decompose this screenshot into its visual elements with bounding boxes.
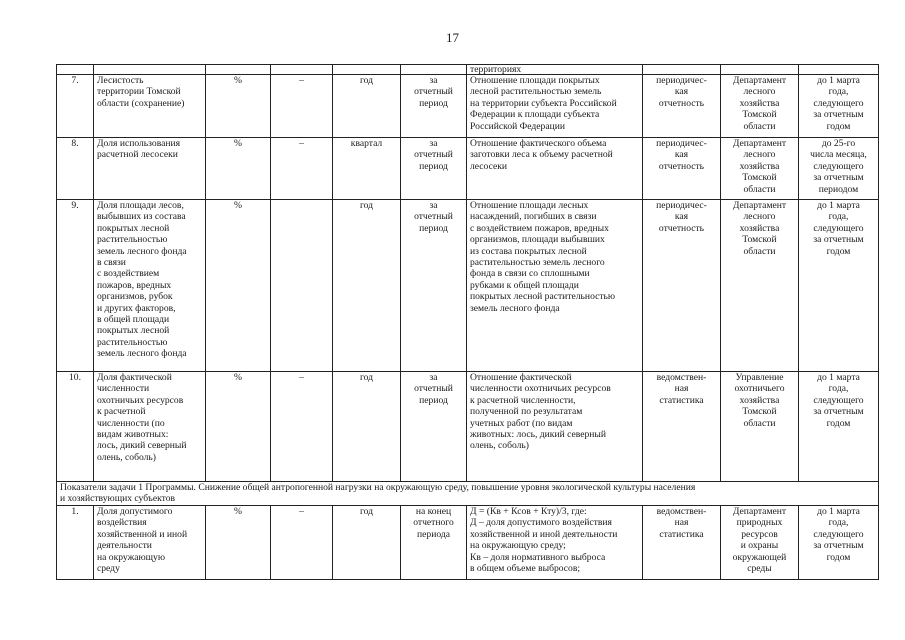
cell-responsible (721, 65, 799, 75)
cell-timing: за отчетный период (401, 138, 467, 200)
cell-deadline: до 1 марта года, следующего за отчетным годом (799, 75, 879, 138)
cell-unit: % (206, 75, 271, 138)
cell-dash (271, 200, 333, 372)
cell-deadline: до 1 марта года, следующего за отчетным годом (799, 200, 879, 372)
cell-source: периодичес- кая отчетность (643, 75, 721, 138)
cell-source: периодичес- кая отчетность (643, 138, 721, 200)
cell-unit (206, 65, 271, 75)
cell-name: Доля использования расчетной лесосеки (94, 138, 206, 200)
cell-period: год (333, 75, 401, 138)
cell-method: территориях (467, 65, 643, 75)
cell-num: 8. (57, 138, 94, 200)
cell-num (57, 65, 94, 75)
cell-source: ведомствен- ная статистика (643, 372, 721, 482)
cell-deadline: до 1 марта года, следующего за отчетным годом (799, 506, 879, 580)
cell-method: Отношение фактической численности охотничьих ресурсов к расчетной численности, полученной по результатам учетных работ (по видам животных: лось, дикий северный олень, соболь) (467, 372, 643, 482)
cell-deadline: до 25-го числа месяца, следующего за отчетным периодом (799, 138, 879, 200)
cell-name (94, 65, 206, 75)
page-number: 17 (446, 30, 459, 45)
cell-method: Отношение площади лесных насаждений, погибших в связи с воздействием пожаров, вредных организмов, площади выбывших из состава покрытых лесной растительностью земель лесного фонда в связи со сплошными рубками к общей площади покрытых лесной растительностью земель лесного фонда (467, 200, 643, 372)
cell-dash (271, 65, 333, 75)
cell-source: ведомствен- ная статистика (643, 506, 721, 580)
cell-unit: % (206, 200, 271, 372)
cell-timing: за отчетный период (401, 75, 467, 138)
cell-responsible: Департамент лесного хозяйства Томской области (721, 200, 799, 372)
cell-method: Отношение фактического объема заготовки леса к объему расчетной лесосеки (467, 138, 643, 200)
cell-period (333, 65, 401, 75)
cell-responsible: Департамент лесного хозяйства Томской области (721, 138, 799, 200)
cell-source (643, 65, 721, 75)
cell-period: год (333, 200, 401, 372)
cell-timing (401, 65, 467, 75)
cell-responsible: Управление охотничьего хозяйства Томской области (721, 372, 799, 482)
cell-dash: – (271, 506, 333, 580)
cell-num: 7. (57, 75, 94, 138)
cell-period: год (333, 372, 401, 482)
cell-name: Доля допустимого воздействия хозяйственной и иной деятельности на окружающую среду (94, 506, 206, 580)
indicators-table (56, 64, 879, 580)
cell-unit: % (206, 138, 271, 200)
cell-unit: % (206, 506, 271, 580)
cell-source: периодичес- кая отчетность (643, 200, 721, 372)
cell-num: 1. (57, 506, 94, 580)
table-row (57, 372, 879, 482)
table-row (57, 138, 879, 200)
cell-timing: на конец отчетного периода (401, 506, 467, 580)
cell-method: Отношение площади покрытых лесной растительностью земель на территории субъекта Российской Федерации к площади субъекта Российской Федерации (467, 75, 643, 138)
cell-unit: % (206, 372, 271, 482)
cell-timing: за отчетный период (401, 372, 467, 482)
cell-period: квартал (333, 138, 401, 200)
cell-deadline: до 1 марта года, следующего за отчетным годом (799, 372, 879, 482)
cell-method: Д = (Кв + Ксов + Кту)/3, где: Д – доля допустимого воздействия хозяйственной и иной деятельности на окружающую среду; Кв – доля нормативного выброса в общем объеме выбросов; (467, 506, 643, 580)
cell-name: Доля фактической численности охотничьих ресурсов к расчетной численности (по видам животных: лось, дикий северный олень, соболь) (94, 372, 206, 482)
cell-num: 10. (57, 372, 94, 482)
cell-responsible: Департамент лесного хозяйства Томской области (721, 75, 799, 138)
cell-timing: за отчетный период (401, 200, 467, 372)
cell-num: 9. (57, 200, 94, 372)
cell-dash: – (271, 138, 333, 200)
cell-period: год (333, 506, 401, 580)
cell-name: Лесистость территории Томской области (сохранение) (94, 75, 206, 138)
table-row (57, 506, 879, 580)
cell-dash: – (271, 372, 333, 482)
cell-dash: – (271, 75, 333, 138)
table-row-continuation (57, 65, 879, 75)
section-title: Показатели задачи 1 Программы. Снижение общей антропогенной нагрузки на окружающую среду, повышение уровня экологической культуры населения и хозяйствующих субъектов (57, 482, 879, 506)
table-row (57, 75, 879, 138)
cell-name: Доля площади лесов, выбывших из состава покрытых лесной растительностью земель лесного фонда в связи с воздействием пожаров, вредных организмов, рубок и других факторов, в общей площади покрытых лесной растительностью земель лесного фонда (94, 200, 206, 372)
cell-responsible: Департамент природных ресурсов и охраны окружающей среды (721, 506, 799, 580)
section-header-row (57, 482, 879, 506)
table-row (57, 200, 879, 372)
cell-deadline (799, 65, 879, 75)
